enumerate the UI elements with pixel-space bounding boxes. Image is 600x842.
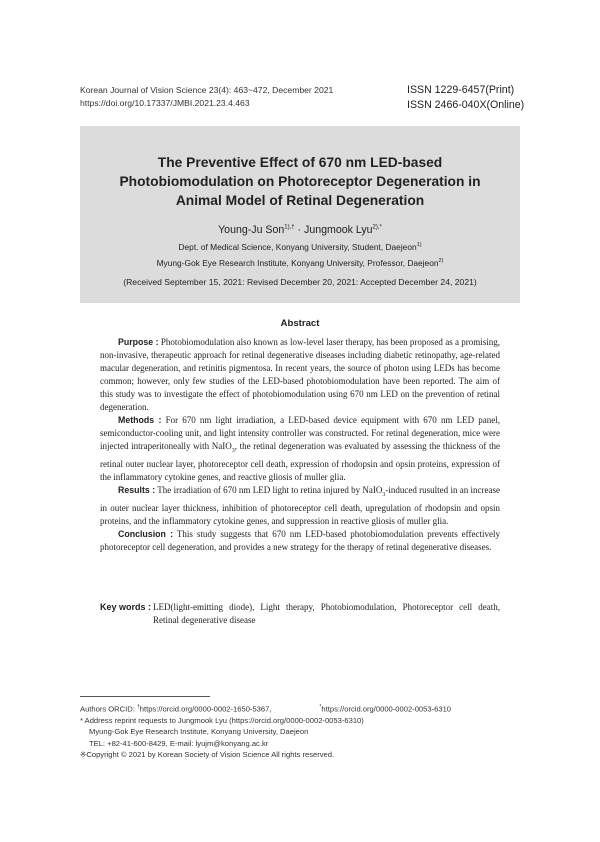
- keywords-block: [100, 601, 500, 627]
- orcid-mark: *: [319, 704, 322, 710]
- corresponding-contact: TEL: +82-41-600-8429, E-mail: lyujm@konyang.ac.kr: [89, 738, 269, 748]
- abstract-body: [100, 336, 500, 554]
- affiliation: [80, 242, 520, 252]
- orcid-line: [80, 702, 520, 715]
- copyright-notice: ※Copyright © 2021 by Korean Society of Vision Science All rights reserved.: [80, 750, 335, 760]
- issn-block: [407, 83, 524, 113]
- footnote-divider: [80, 696, 210, 697]
- affiliation-mark: 1): [416, 242, 422, 249]
- keywords-label: Key words :: [100, 602, 152, 612]
- title-line: The Preventive Effect of 670 nm LED-based: [157, 155, 443, 170]
- orcid-mark: †: [136, 704, 140, 710]
- author-list: [80, 224, 520, 236]
- abstract-methods: [100, 414, 500, 484]
- abstract-purpose: [100, 336, 500, 414]
- issn-online: ISSN 2466-040X(Online): [407, 99, 525, 111]
- author-name: Jungmook Lyu: [304, 224, 373, 236]
- title-box: [80, 126, 520, 303]
- journal-citation: Korean Journal of Vision Science 23(4): 463~472, December 2021: [80, 85, 334, 95]
- abstract-results: [100, 484, 500, 528]
- affiliation-text: Dept. of Medical Science, Konyang University, Student, Daejeon: [178, 242, 417, 252]
- title-line: Animal Model of Retinal Degeneration: [175, 193, 425, 208]
- abstract-conclusion: [100, 528, 500, 554]
- reprint-request: * Address reprint requests to Jungmook Lyu (https://orcid.org/0000-0002-0053-6310): [80, 715, 364, 725]
- subscript: 3: [382, 492, 386, 499]
- author-separator: ·: [294, 224, 305, 236]
- affiliation-mark: 2): [438, 258, 444, 265]
- subscript: 3: [231, 448, 235, 455]
- orcid-link[interactable]: https://orcid.org/0000-0002-1650-5367,: [139, 704, 272, 714]
- methods-label: Methods :: [118, 415, 162, 426]
- orcid-label: Authors ORCID:: [80, 704, 137, 714]
- purpose-label: Purpose :: [118, 337, 159, 347]
- methods-text: For 670 nm light irradiation, a LED-based device equipment with 670 nm LED panel, semiconductor-cooling unit, and light intensity controller was constructed. For retinal degeneration, mice were injected intraperitoneally with NaIO: [100, 415, 500, 452]
- affiliation-text: Myung-Gok Eye Research Institute, Konyang University, Professor, Daejeon: [156, 258, 439, 268]
- results-text: The irradiation of 670 nm LED light to retina injured by NaIO: [155, 485, 383, 496]
- journal-header: [80, 84, 333, 110]
- keywords-text: LED(light-emitting diode), Light therapy, Photobiomodulation, Photoreceptor cell death, Retinal degenerative disease: [153, 602, 500, 625]
- results-text: -induced rusulted in an increase in outer nuclear layer thickness, inhibition of photoreceptor cell death, upregulation of rhodopsin and opsin proteins, and the inflammatory cytokine genes, and suppression in reactive gliosis of muller glia.: [100, 485, 500, 527]
- corresponding-address: Myung-Gok Eye Research Institute, Konyang University, Daejeon: [89, 727, 309, 737]
- title-line: Photobiomodulation on Photoreceptor Degeneration in: [119, 174, 481, 189]
- author-affiliation-mark: 2),*: [372, 224, 382, 231]
- orcid-link[interactable]: https://orcid.org/0000-0002-0053-6310: [321, 704, 452, 714]
- footnotes: [80, 702, 520, 761]
- conclusion-label: Conclusion :: [118, 529, 174, 540]
- author-name: Young-Ju Son: [218, 224, 285, 236]
- issn-print: ISSN 1229-6457(Print): [407, 84, 515, 96]
- methods-text: , the retinal degeneration was evaluated by assessing the thickness of the retinal outer nuclear layer, photoreceptor cell death, expression of rhodopsin and opsin proteins, expression of the inflammatory cytokine genes, and reactive gliosis of muller glia.: [100, 441, 500, 483]
- conclusion-text: This study suggests that 670 nm LED-based photobiomodulation prevents effectively photoreceptor cell degeneration, and provides a new strategy for the therapy of retinal degenerative diseases.: [100, 529, 500, 553]
- affiliation: [80, 258, 520, 268]
- received-dates: (Received September 15, 2021: Revised December 20, 2021: Accepted December 24, 2021): [123, 277, 477, 287]
- doi-link[interactable]: https://doi.org/10.17337/JMBI.2021.23.4.463: [80, 98, 250, 108]
- abstract-heading: Abstract: [280, 318, 320, 329]
- results-label: Results :: [118, 485, 156, 496]
- purpose-text: Photobiomodulation also known as low-level laser therapy, has been proposed as a promising, non-invasive, therapeutic approach for retinal degenerative diseases including diabetic retinopathy, age-related macular degeneration, and retinitis pigmentosa. In recent years, the source of photon using LEDs has become common; however, only few studies of the LED-based photobiomodulation have been reported. The aim of this study was to investigate the effect of photobiomodulation using 670 nm LED on the prevention of retinal degeneration.: [100, 337, 500, 413]
- author-affiliation-mark: 1),†: [284, 224, 295, 231]
- paper-title: [80, 153, 520, 210]
